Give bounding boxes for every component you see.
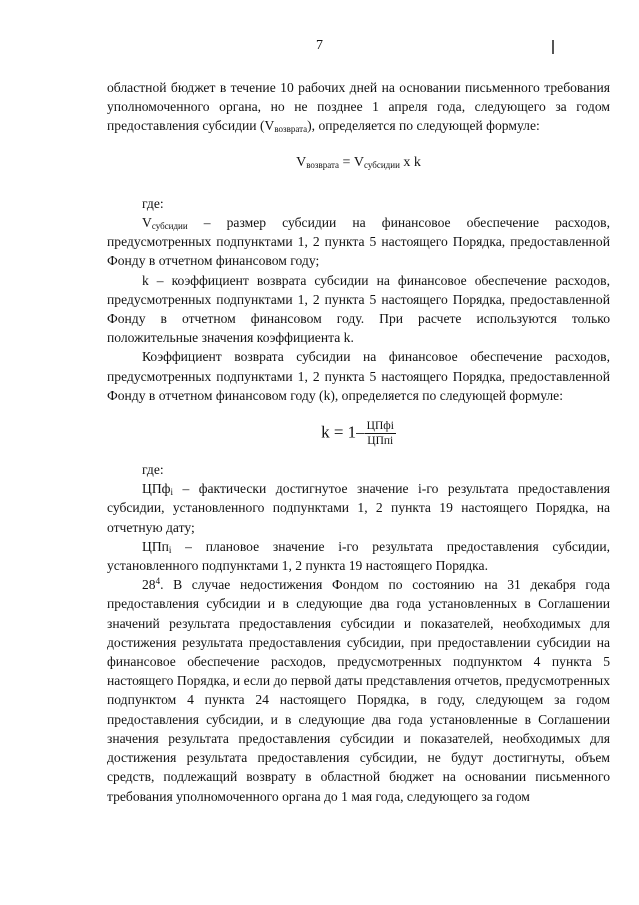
item-28-4: $28^4$. В случае недостижения Фондом по состоянию на 31 декабря года предоставления субсидии и в следующие два года установленных в Соглашении значений результата предоставления субсидии и показателей, необходимых для достижения результата предоставления субсидии, при предоставлении субсидии на финансовое обеспечение расходов, предусмотренных подпунктом 4 пункта 5 настоящего Порядка, и если до первой даты представления отчетов, предусмотренных подпунктом 4 пункта 24 настоящего Порядка, в году, следующем за годом предоставления субсидии, и в следующие два года установленные в Соглашении значения результата предоставления субсидии и показателей, необходимых для достижения результата предоставления субсидии, не будут достигнуты, объем средств, подлежащий возврату в областной бюджет на основании письменного требования уполномоченного органа до 1 мая года, следующего за годом <box>107 576 610 804</box>
page-number: 7 <box>316 38 323 53</box>
definition-k: k – коэффициент возврата субсидии на финансовое обеспечение расходов, предусмотренных подпунктами 1, 2 пункта 5 настоящего Порядка, предоставленной Фонду в отчетном финансовом году. При расчете используются только положительные значения коэффициента k. <box>107 272 610 346</box>
definition-cpp: ЦПп$_i$ – плановое значение i-го результата предоставления субсидии, установленного подпунктами 1, 2 пункта 19 настоящего Порядка. <box>107 538 610 574</box>
formula-refund: $V_{возврата} = V_{субсидии}$ x k <box>296 154 421 170</box>
where-label: где: <box>142 195 164 211</box>
definition-cpf: ЦПф$_i$ – фактически достигнутое значение i-го результата предоставления субсидии, установленного подпунктами 1, 2 пункта 19 настоящего Порядка, на отчетную дату; <box>107 481 610 535</box>
definition-v-subsidy: $V_{субсидии}$ – размер субсидии на финансовое обеспечение расходов, предусмотренных подпунктами 1, 2 пункта 5 настоящего Порядка, предоставленной Фонду в отчетном финансовом году; <box>107 215 610 269</box>
fraction-denominator: ЦПпi <box>367 435 394 448</box>
paragraph-coefficient: Коэффициент возврата субсидии на финансовое обеспечение расходов, предусмотренных подпунктами 1, 2 пункта 5 настоящего Порядка, предоставленной Фонду в отчетном финансовом году (k), определяется по следующей формуле: <box>107 349 610 403</box>
formula-coefficient: k = 1– $\frac{\text{ЦПфi}}{\text{ЦПпi}}$ <box>321 420 394 448</box>
fraction-numerator: ЦПфi <box>366 420 394 433</box>
paragraph-intro: областной бюджет в течение 10 рабочих дней на основании письменного требования уполномоченного органа, но не позднее 1 апреля года, следующего за годом предоставления субсидии $(V_{возврата})$, определяется по следующей формуле: <box>107 80 610 135</box>
scan-mark <box>552 40 554 54</box>
where-label-2: где: <box>142 462 164 478</box>
document-body <box>107 78 610 806</box>
fraction <box>365 419 396 448</box>
